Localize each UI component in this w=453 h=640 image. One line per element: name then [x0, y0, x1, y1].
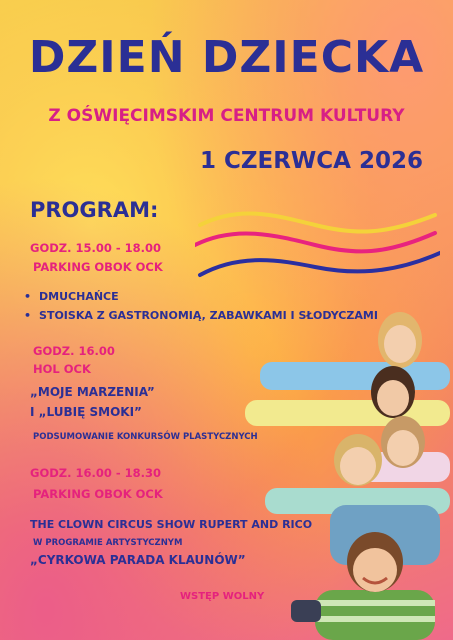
child-top: [260, 312, 450, 390]
block2-time: GODZ. 16.00: [33, 344, 115, 358]
children-photo: [235, 300, 453, 640]
decorative-waves: [195, 205, 440, 285]
block2-show2: I „LUBIĘ SMOKI”: [30, 405, 142, 419]
block2-place: HOL OCK: [33, 362, 91, 376]
block3-place: PARKING OBOK OCK: [33, 487, 163, 501]
list-item: • DMUCHAŃCE: [24, 287, 378, 306]
block3-note: W PROGRAMIE ARTYSTYCZNYM: [33, 538, 183, 548]
wave-yellow: [200, 213, 435, 231]
block3-parade: „CYRKOWA PARADA KLAUNÓW”: [30, 553, 246, 567]
block3-show: THE CLOWN CIRCUS SHOW RUPERT AND RICO: [30, 518, 313, 531]
block1-place: PARKING OBOK OCK: [33, 260, 163, 274]
block2-show1: „MOJE MARZENIA”: [30, 385, 155, 399]
block2-note: PODSUMOWANIE KONKURSÓW PLASTYCZNYCH: [33, 432, 258, 442]
block3-time: GODZ. 16.00 - 18.30: [30, 466, 162, 480]
wave-pink: [195, 233, 435, 251]
program-heading: PROGRAM:: [30, 198, 159, 222]
page-title: DZIEŃ DZIECKA: [28, 32, 425, 83]
subtitle: Z OŚWIĘCIMSKIM CENTRUM KULTURY: [48, 106, 405, 126]
block1-time: GODZ. 15.00 - 18.00: [30, 241, 162, 255]
wave-blue: [200, 253, 440, 275]
list-item: • STOISKA Z GASTRONOMIĄ, ZABAWKAMI I SŁODYCZAMI: [24, 306, 378, 325]
entry-free: WSTĘP WOLNY: [180, 591, 265, 602]
event-date: 1 CZERWCA 2026: [199, 148, 423, 174]
